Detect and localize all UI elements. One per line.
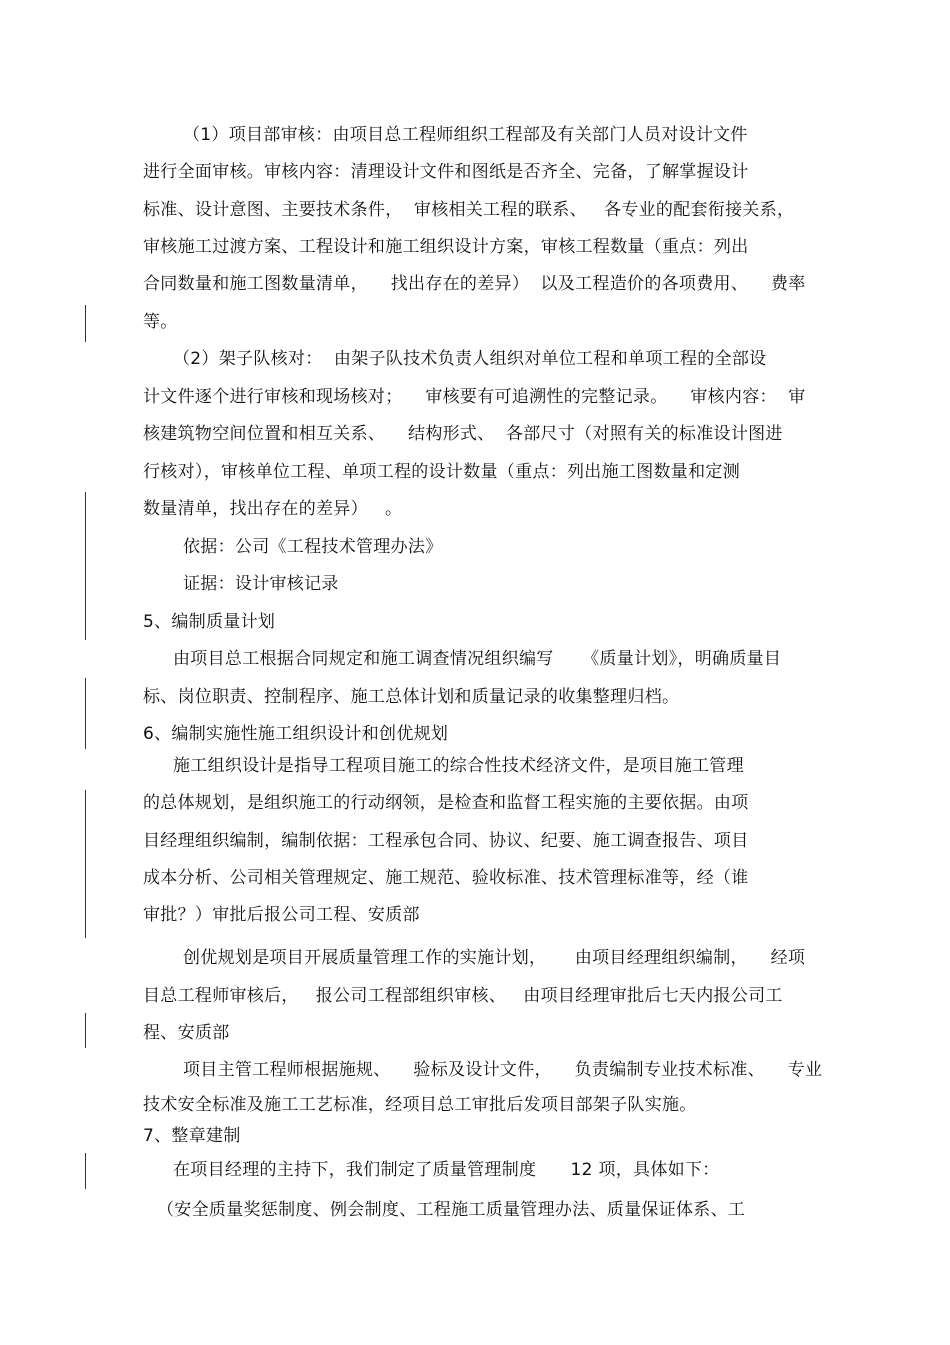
text-line: 审批？）审批后报公司工程、安质部	[143, 905, 420, 925]
text-line: 创优规划是项目开展质量管理工作的实施计划， 由项目经理组织编制， 经项	[183, 948, 806, 968]
text-line: 计文件逐个进行审核和现场核对； 审核要有可追溯性的完整记录。 审核内容： 审	[143, 387, 806, 407]
text-line: 项目主管工程师根据施规、 验标及设计文件， 负责编制专业技术标准、 专业	[183, 1060, 823, 1080]
margin-change-bar	[85, 305, 86, 342]
text-line: 标、岗位职责、控制程序、施工总体计划和质量记录的收集整理归档。	[143, 687, 680, 707]
margin-change-bar	[85, 492, 86, 640]
text-line: 标准、设计意图、主要技术条件， 审核相关工程的联系、 各专业的配套衔接关系，	[143, 200, 795, 220]
text-line: 进行全面审核。审核内容：清理设计文件和图纸是否齐全、完备，了解掌握设计	[143, 162, 749, 182]
text-line: 证据：设计审核记录	[183, 574, 339, 594]
text-line: 目总工程师审核后， 报公司工程部组织审核、 由项目经理审批后七天内报公司工	[143, 986, 783, 1006]
margin-change-bar	[85, 790, 86, 938]
text-line: 程、安质部	[143, 1023, 230, 1043]
section-heading: 7、整章建制	[143, 1126, 241, 1146]
section-heading: 5、编制质量计划	[143, 612, 276, 632]
text-line: 数量清单，找出存在的差异） 。	[143, 499, 403, 519]
text-line: 等。	[143, 312, 178, 332]
text-line: 目经理组织编制，编制依据：工程承包合同、协议、纪要、施工调查报告、项目	[143, 831, 749, 851]
text-line: 行核对），审核单位工程、单项工程的设计数量（重点：列出施工图数量和定测	[143, 462, 740, 482]
section-heading: 6、编制实施性施工组织设计和创优规划	[143, 724, 449, 744]
text-line: 成本分析、公司相关管理规定、施工规范、验收标准、技术管理标准等，经（谁	[143, 868, 749, 888]
margin-change-bar	[85, 1013, 86, 1048]
text-line: 技术安全标准及施工工艺标准，经项目总工审批后发项目部架子队实施。	[143, 1095, 697, 1115]
margin-change-bar	[85, 678, 86, 749]
text-line: 审核施工过渡方案、工程设计和施工组织设计方案，审核工程数量（重点：列出	[143, 237, 749, 257]
text-line: 依据：公司《工程技术管理办法》	[183, 537, 443, 557]
text-line: 在项目经理的主持下，我们制定了质量管理制度 12 项，具体如下：	[173, 1160, 720, 1180]
margin-change-bar	[85, 1153, 86, 1189]
text-line: （安全质量奖惩制度、例会制度、工程施工质量管理办法、质量保证体系、工	[157, 1200, 746, 1220]
text-line: 由项目总工根据合同规定和施工调查情况组织编写 《质量计划》，明确质量目	[173, 649, 782, 669]
text-line: （1）项目部审核：由项目总工程师组织工程部及有关部门人员对设计文件	[183, 125, 748, 145]
text-line: 施工组织设计是指导工程项目施工的综合性技术经济文件，是项目施工管理	[173, 756, 744, 776]
text-line: 合同数量和施工图数量清单， 找出存在的差异） 以及工程造价的各项费用、 费率	[143, 274, 806, 294]
text-line: （2）架子队核对： 由架子队技术负责人组织对单位工程和单项工程的全部设	[173, 349, 767, 369]
text-line: 核建筑物空间位置和相互关系、 结构形式、 各部尺寸（对照有关的标准设计图进	[143, 424, 783, 444]
text-line: 的总体规划，是组织施工的行动纲领，是检查和监督工程实施的主要依据。由项	[143, 793, 749, 813]
